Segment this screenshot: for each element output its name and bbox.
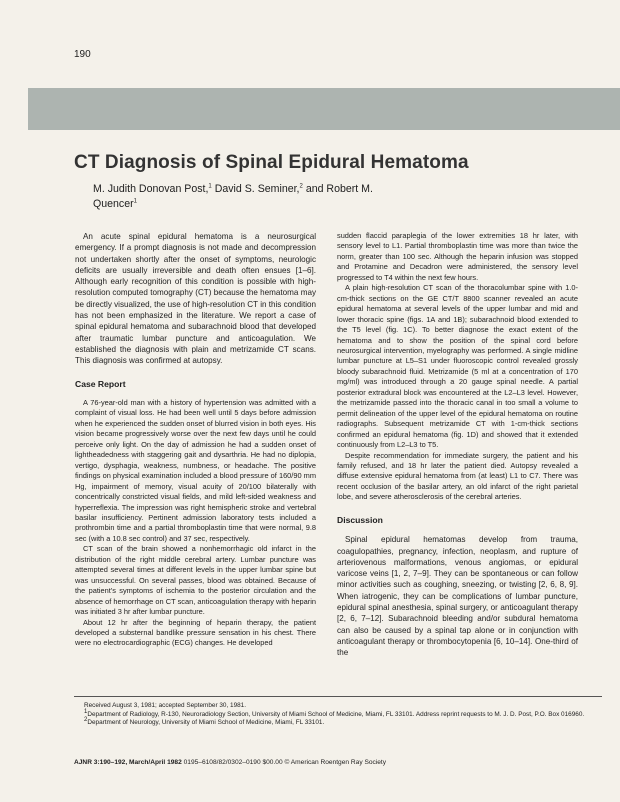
case-report-paragraph: About 12 hr after the beginning of heparin therapy, the patient developed a substernal bandlike pressure sensation in his chest. There were no electrocardiographic (ECG) changes. He developed	[75, 617, 316, 648]
footnote	[84, 719, 602, 728]
affiliation-mark: 2	[299, 183, 303, 190]
case-report-paragraph: CT scan of the brain showed a nonhemorrhagic old infarct in the distribution of the right middle cerebral artery. Lumbar puncture was attempted several times at different levels in the upper lumbar spine but was unsuccessful. On several passes, blood was obtained. Because of the patient's symptoms of ischemia to the posterior circulation and the absence of hemorrhage on CT scan, anticoagulation therapy with heparin was initiated 3 hr after lumbar puncture.	[75, 544, 316, 617]
footnote	[84, 708, 602, 720]
discussion-heading: Discussion	[337, 514, 383, 525]
footnote-mark: 1	[84, 708, 88, 715]
footnote-text: Department of Radiology, R-130, Neuroradiology Section, University of Miami School of Medicine, Miami, FL 33101. Address reprint requests to M. J. D. Post, P.O. Box 016960.	[87, 710, 585, 718]
journal-reference: AJNR 3:190–192, March/April 1982	[74, 759, 182, 766]
right-column	[337, 231, 578, 659]
author-name: David S. Seminer,	[214, 183, 300, 195]
journal-citation	[74, 759, 386, 766]
author-name: M. Judith Donovan Post,	[93, 183, 209, 195]
footnote-text: Department of Neurology, University of Miami School of Medicine, Miami, FL 33101.	[87, 719, 325, 727]
article-title: CT Diagnosis of Spinal Epidural Hematoma	[74, 152, 469, 173]
case-report-paragraph: A 76-year-old man with a history of hypertension was admitted with a complaint of visual loss. He had been well until 5 days before admission when he experienced the sudden onset of blurred vision in both eyes. His vision became progressively worse over the next few days until he could perceive only light. On the day of admission he had a sudden onset of lightheadedness with staggering gait and dysarthria. He had no diplopia, vertigo, dysphagia, weakness, numbness, or headache. The positive findings on physical examination included a blood pressure of 160/90 mm Hg, impairment of memory, visual acuity of 20/100 bilaterally with concentrically constricted visual fields, and mild left-sided weakness and hyperreflexia. The impression was right hemispheric stroke and vertebral basilar insufficiency. Pertinent admission laboratory tests included a prothrombin time and a partial thromboplastin time that were normal, 9.8 sec (with a 10.8 sec control) and 37 sec, respectively.	[75, 398, 316, 543]
left-column	[75, 231, 316, 649]
author-list	[93, 182, 393, 212]
body-paragraph: sudden flaccid paraplegia of the lower extremities 18 hr later, with sensory level to L1. Partial thromboplastin time was more than twice the norm, greater than 100 sec. Although the heparin infusion was stopped and Protamine and Decadron were administered, the sensory level progressed to T4 within the next few hours.	[337, 231, 578, 282]
discussion-paragraph: Spinal epidural hematomas develop from trauma, coagulopathies, pregnancy, infection, neoplasm, and rupture of arteriovenous malformations, venous angiomas, or epidural varicose veins [1, 2, 7–9]. They can be spontaneous or can follow minor activities such as coughing, sneezing, or twisting [2, 6, 8, 9]. When iatrogenic, they can be complications of lumbar puncture, epidural spinal anesthesia, spinal surgery, or anticoagulant therapy [2, 6, 7–12]. Subarachnoid bleeding and/or subdural hematoma can also be caused by a spinal tap alone or in conjunction with anticoagulant therapy or thrombocytopenia [6, 10–14]. One-third of the	[337, 535, 578, 658]
footnote-mark: 2	[84, 717, 88, 724]
author-name: and Robert M. Quencer	[93, 183, 373, 210]
body-paragraph: Despite recommendation for immediate surgery, the patient and his family refused, and 18 hr later the patient died. Autopsy revealed a diffuse extensive epidural hematoma from (at least) L1 to C7. There was recent occlusion of the basilar artery, an old infarct of the right parietal lobe, and severe atherosclerosis of the cerebral arteries.	[337, 450, 578, 502]
case-report-heading: Case Report	[75, 378, 126, 389]
affiliation-mark: 1	[208, 183, 212, 190]
abstract: An acute spinal epidural hematoma is a neurosurgical emergency. If a prompt diagnosis is not made and decompression not undertaken shortly after the onset of symptoms, neurologic deficits are usually irreversible and death often ensues [1–6]. Although early recognition of this condition is possible with high-resolution computed tomography (CT) because the hematoma may be directly visualized, the use of high-resolution CT in this condition has not been emphasized in the literature. We report a case of spinal epidural hematoma and subarachnoid blood that developed after traumatic lumbar puncture and anticoagulation. We established the diagnosis with plain and metrizamide CT scans. This diagnosis was confirmed at autopsy.	[75, 232, 316, 366]
body-paragraph: A plain high-resolution CT scan of the thoracolumbar spine with 1.0-cm-thick sections on the GE CT/T 8800 scanner revealed an acute epidural hematoma at several levels of the upper lumbar and mid and lower thoracic spine (figs. 1A and 1B); subarachnoid blood extended to the T5 level (fig. 1C). To better diagnose the exact extent of the hematoma and to show the position of the spinal cord before neurosurgical intervention, myelography was performed. A single midline lumbar puncture at L5–S1 under fluoroscopic control revealed grossly bloody subarachnoid fluid. Metrizamide (5 ml at a concentration of 170 mg/ml) was introduced through a 20 gauge spinal needle. A partial posterior extradural block was encountered at the L2–L3 level. However, the metrizamide passed into the thoracic canal in too small a volume to permit delineation of the upper level of the epidural hematoma on routine radiographs. Subsequent metrizamide CT with 1-cm-thick sections confirmed an epidural hematoma (fig. 1D) and showed that it extended continuously from L2–L3 to T5.	[337, 283, 578, 450]
received-date: Received August 3, 1981; accepted September 30, 1981.	[84, 702, 247, 709]
copyright-line: 0195–6108/82/0302–0190 $00.00 © American Roentgen Ray Society	[183, 759, 387, 766]
footnotes	[74, 696, 602, 728]
affiliation-mark: 1	[133, 198, 137, 205]
header-band	[28, 88, 620, 130]
page-number: 190	[74, 49, 91, 60]
